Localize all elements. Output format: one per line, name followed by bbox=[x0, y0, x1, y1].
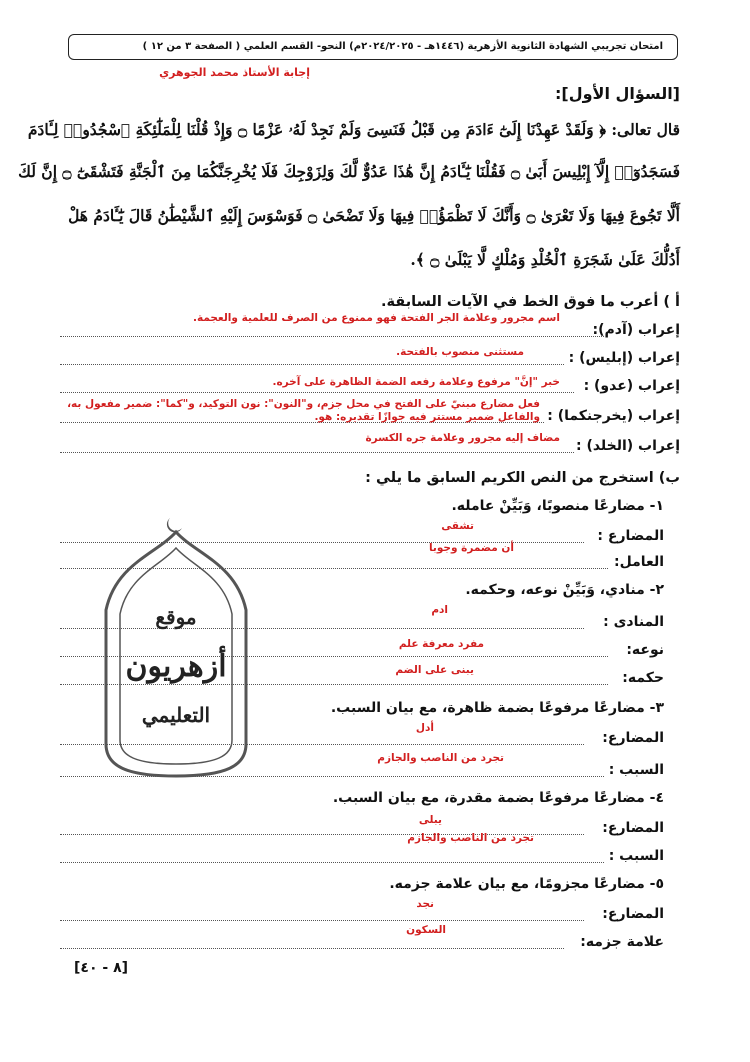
answer-line bbox=[60, 948, 564, 949]
irab-answer: فعل مضارع مبنيّ على الفتح في محل جزم، و"النون": نون التوكيد، و"كما": ضمير مفعول به، والفاعل ضمير مستتر فيه جوازًا تقديره: هو. bbox=[67, 398, 540, 423]
field-label: المضارع : bbox=[597, 528, 664, 544]
field-label: المضارع: bbox=[602, 906, 664, 922]
field-answer: تجرد من الناصب والجازم bbox=[377, 752, 504, 764]
field-answer: أن مضمرة وجوبا bbox=[428, 542, 514, 554]
answer-line bbox=[60, 920, 584, 921]
field-label: علامة جزمه: bbox=[580, 934, 664, 950]
irab-answer: مضاف إليه مجرور وعلامة جره الكسرة bbox=[365, 432, 560, 444]
field-answer: ادم bbox=[431, 604, 448, 616]
irab-row bbox=[60, 432, 680, 460]
field-row bbox=[60, 924, 664, 956]
section-b-title: ب) استخرج من النص الكريم السابق ما يلي : bbox=[365, 470, 680, 486]
field-answer: يبنى على الضم bbox=[395, 664, 474, 676]
irab-row bbox=[60, 378, 680, 400]
field-answer: نجد bbox=[416, 898, 434, 910]
answer-line bbox=[60, 862, 604, 863]
field-label: نوعه: bbox=[626, 642, 664, 658]
verse-line: أَدُلُّكَ عَلَىٰ شَجَرَةِ ٱلْخُلْدِ وَمُلْكٍ لَّا يَبْلَىٰ ۝ ﴾. bbox=[410, 250, 680, 269]
section-a-title: أ ) أعرب ما فوق الخط في الآيات السابقة. bbox=[381, 294, 680, 310]
crescent-icon bbox=[167, 518, 182, 532]
watermark-line1: موقع bbox=[155, 605, 197, 629]
item-title: ٥- مضارعًا مجزومًا، مع بيان علامة جزمه. bbox=[389, 876, 664, 892]
verse-line: فَسَجَدُوٓا۟ إِلَّآ إِبْلِيسَ أَبَىٰ ۝ فَقُلْنَا يَٰٓـَٔادَمُ إِنَّ هَٰذَا عَدُوٌّ لَّكَ وَلِزَوْجِكَ فَلَا يُخْرِجَنَّكُمَا مِنَ ٱلْجَنَّةِ فَتَشْقَىٰٓ ۝ إِنَّ لَكَ bbox=[18, 162, 680, 181]
field-label: السبب : bbox=[608, 848, 664, 864]
answer-line bbox=[60, 392, 574, 393]
field-label: المنادى : bbox=[603, 614, 664, 630]
answer-line bbox=[60, 364, 564, 365]
item-title: ١- مضارعًا منصوبًا، وَبَيِّنْ عامله. bbox=[451, 498, 664, 514]
field-row bbox=[60, 814, 664, 842]
watermark-line3: التعليمي bbox=[141, 703, 211, 727]
field-row bbox=[60, 832, 664, 870]
field-row bbox=[60, 898, 664, 928]
irab-label: إعراب (إبليس) : bbox=[568, 350, 680, 366]
page-range-footer: [٨ - ٤٠] bbox=[74, 960, 129, 976]
irab-answer: مستثنى منصوب بالفتحة. bbox=[396, 346, 524, 358]
field-label: العامل: bbox=[614, 554, 664, 570]
verse-line: أَلَّا تَجُوعَ فِيهَا وَلَا تَعْرَىٰ ۝ وَأَنَّكَ لَا تَظْمَؤُا۟ فِيهَا وَلَا تَضْحَىٰ ۝ فَوَسْوَسَ إِلَيْهِ ٱلشَّيْطَٰنُ قَالَ يَٰٓـَٔادَمُ هَلْ bbox=[68, 206, 680, 225]
answer-line bbox=[60, 336, 604, 337]
azharyoun-watermark-logo bbox=[86, 514, 266, 790]
field-answer: السكون bbox=[406, 924, 446, 936]
verse-line: قال تعالى: ﴿ وَلَقَدْ عَهِدْنَا إِلَىٰٓ ءَادَمَ مِن قَبْلُ فَنَسِىَ وَلَمْ نَجِدْ لَهُۥ عَزْمًا ۝ وَإِذْ قُلْنَا لِلْمَلَٰٓئِكَةِ ٱسْجُدُوا۟ لِـَٔادَمَ bbox=[27, 120, 680, 139]
answer-author: إجابة الأستاذ محمد الجوهري bbox=[159, 66, 310, 79]
field-answer: يبلى bbox=[418, 814, 442, 826]
question-one-title: [السؤال الأول]: bbox=[555, 84, 680, 103]
field-label: حكمه: bbox=[622, 670, 664, 686]
field-label: المضارع: bbox=[602, 730, 664, 746]
irab-answer: خبر "إنَّ" مرفوع وعلامة رفعه الضمة الظاهرة على آخره. bbox=[272, 376, 560, 388]
irab-answer: اسم مجرور وعلامة الجر الفتحة فهو ممنوع من الصرف للعلمية والعجمة. bbox=[192, 312, 560, 324]
irab-label: إعراب (آدم): bbox=[592, 322, 680, 338]
irab-row bbox=[60, 398, 680, 430]
field-label: السبب : bbox=[608, 762, 664, 778]
field-answer: مفرد معرفة علم bbox=[398, 638, 484, 650]
irab-label: إعراب (يخرجنكما) : bbox=[547, 408, 680, 424]
field-answer: تشقى bbox=[441, 520, 474, 532]
answer-line bbox=[60, 452, 574, 453]
watermark-line2: أزهريون bbox=[125, 649, 227, 684]
field-answer: تجرد من الناصب والجازم bbox=[407, 832, 534, 844]
item-title: ٤- مضارعًا مرفوعًا بضمة مقدرة، مع بيان السبب. bbox=[332, 790, 664, 806]
irab-row bbox=[60, 346, 680, 372]
irab-label: إعراب (الخلد) : bbox=[575, 438, 680, 454]
irab-label: إعراب (عدو) : bbox=[583, 378, 680, 394]
exam-header: امتحان تجريبي الشهادة الثانوية الأزهرية (١٤٤٦هـ - ٢٠٢٤/٢٠٢٥م) النحو- القسم العلمي ( الصفحة ٣ من ١٢ ) bbox=[68, 34, 678, 60]
field-label: المضارع: bbox=[602, 820, 664, 836]
item-title: ٢- منادي، وَبَيِّنْ نوعه، وحكمه. bbox=[465, 582, 664, 598]
item-title: ٣- مضارعًا مرفوعًا بضمة ظاهرة، مع بيان السبب. bbox=[330, 700, 664, 716]
field-answer: أدل bbox=[415, 722, 434, 734]
irab-row bbox=[60, 312, 680, 344]
